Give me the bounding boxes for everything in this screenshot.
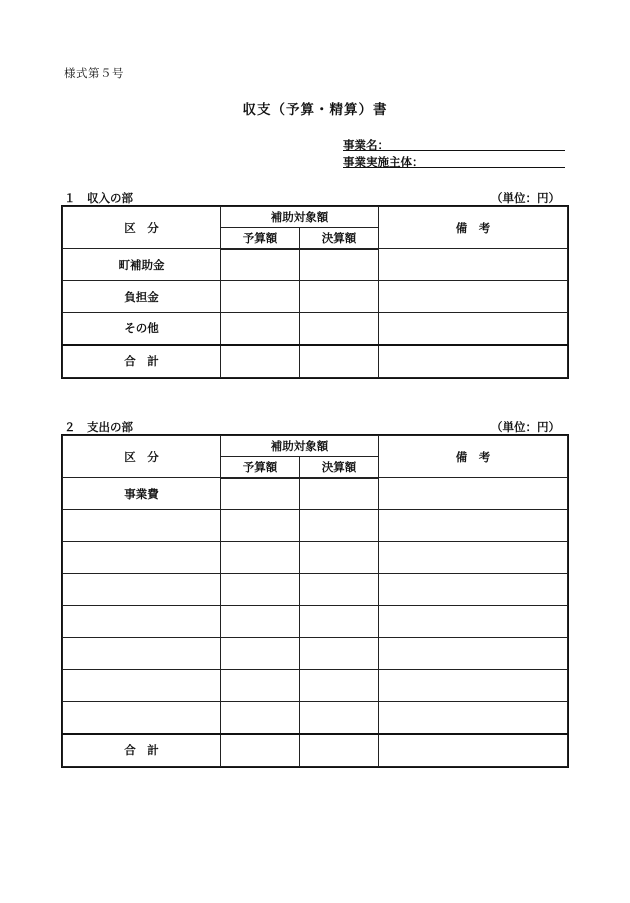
table-row <box>63 542 568 574</box>
expense-row-label[interactable] <box>63 670 221 702</box>
expense-row-label: 事業費 <box>63 478 221 510</box>
income-header-budget: 予算額 <box>221 228 300 249</box>
settlement-cell[interactable] <box>300 574 379 606</box>
budget-cell[interactable] <box>221 313 300 345</box>
implementer-line <box>343 167 565 168</box>
table-row <box>63 702 568 734</box>
remarks-cell[interactable] <box>379 478 568 510</box>
settlement-cell[interactable] <box>300 249 379 281</box>
expense-total-label: 合 計 <box>63 734 221 767</box>
income-row-label: その他 <box>63 313 221 345</box>
expense-table <box>62 435 568 767</box>
expense-row-label[interactable] <box>63 510 221 542</box>
expense-row-label[interactable] <box>63 606 221 638</box>
remarks-cell[interactable] <box>379 510 568 542</box>
expense-section-title: ２ 支出の部 <box>64 420 133 434</box>
income-header-remarks: 備 考 <box>379 207 568 249</box>
document-title: 収支（予算・精算）書 <box>242 102 388 118</box>
settlement-cell[interactable] <box>300 281 379 313</box>
budget-cell[interactable] <box>221 702 300 734</box>
expense-row-label[interactable] <box>63 702 221 734</box>
budget-cell[interactable] <box>221 345 300 378</box>
settlement-cell[interactable] <box>300 606 379 638</box>
table-row <box>63 574 568 606</box>
income-header-row <box>63 207 568 228</box>
expense-unit-label: （単位：円） <box>491 420 560 434</box>
form-number: 様式第５号 <box>64 66 124 80</box>
settlement-cell[interactable] <box>300 670 379 702</box>
settlement-cell[interactable] <box>300 478 379 510</box>
remarks-cell[interactable] <box>379 313 568 345</box>
income-unit-label: （単位：円） <box>491 191 560 205</box>
project-name-label: 事業名： <box>343 138 389 152</box>
expense-total-row <box>63 734 568 767</box>
remarks-cell[interactable] <box>379 574 568 606</box>
table-row <box>63 670 568 702</box>
implementer-label: 事業実施主体： <box>343 155 424 169</box>
expense-row-label[interactable] <box>63 542 221 574</box>
remarks-cell[interactable] <box>379 734 568 767</box>
budget-cell[interactable] <box>221 734 300 767</box>
settlement-cell[interactable] <box>300 510 379 542</box>
income-section-title: １ 収入の部 <box>64 191 133 205</box>
remarks-cell[interactable] <box>379 281 568 313</box>
income-table <box>62 206 568 378</box>
table-row <box>63 313 568 345</box>
remarks-cell[interactable] <box>379 702 568 734</box>
budget-cell[interactable] <box>221 478 300 510</box>
income-total-row <box>63 345 568 378</box>
remarks-cell[interactable] <box>379 249 568 281</box>
income-total-label: 合 計 <box>63 345 221 378</box>
budget-cell[interactable] <box>221 249 300 281</box>
budget-cell[interactable] <box>221 606 300 638</box>
settlement-cell[interactable] <box>300 702 379 734</box>
income-header-settlement: 決算額 <box>300 228 379 249</box>
income-header-subsidy-target: 補助対象額 <box>221 207 379 228</box>
income-header-category: 区 分 <box>63 207 221 249</box>
table-row <box>63 281 568 313</box>
budget-cell[interactable] <box>221 281 300 313</box>
table-row <box>63 478 568 510</box>
table-row <box>63 638 568 670</box>
settlement-cell[interactable] <box>300 345 379 378</box>
budget-cell[interactable] <box>221 574 300 606</box>
expense-row-label[interactable] <box>63 574 221 606</box>
income-row-label: 負担金 <box>63 281 221 313</box>
budget-cell[interactable] <box>221 638 300 670</box>
expense-header-row <box>63 436 568 457</box>
expense-row-label[interactable] <box>63 638 221 670</box>
expense-header-remarks: 備 考 <box>379 436 568 478</box>
remarks-cell[interactable] <box>379 606 568 638</box>
remarks-cell[interactable] <box>379 542 568 574</box>
settlement-cell[interactable] <box>300 638 379 670</box>
expense-header-subsidy-target: 補助対象額 <box>221 436 379 457</box>
income-row-label: 町補助金 <box>63 249 221 281</box>
settlement-cell[interactable] <box>300 734 379 767</box>
table-row <box>63 606 568 638</box>
expense-header-budget: 予算額 <box>221 457 300 478</box>
budget-cell[interactable] <box>221 510 300 542</box>
table-row <box>63 510 568 542</box>
expense-header-category: 区 分 <box>63 436 221 478</box>
budget-cell[interactable] <box>221 542 300 574</box>
remarks-cell[interactable] <box>379 638 568 670</box>
budget-cell[interactable] <box>221 670 300 702</box>
settlement-cell[interactable] <box>300 313 379 345</box>
project-name-line <box>343 150 565 151</box>
remarks-cell[interactable] <box>379 670 568 702</box>
settlement-cell[interactable] <box>300 542 379 574</box>
table-row <box>63 249 568 281</box>
remarks-cell[interactable] <box>379 345 568 378</box>
expense-header-settlement: 決算額 <box>300 457 379 478</box>
